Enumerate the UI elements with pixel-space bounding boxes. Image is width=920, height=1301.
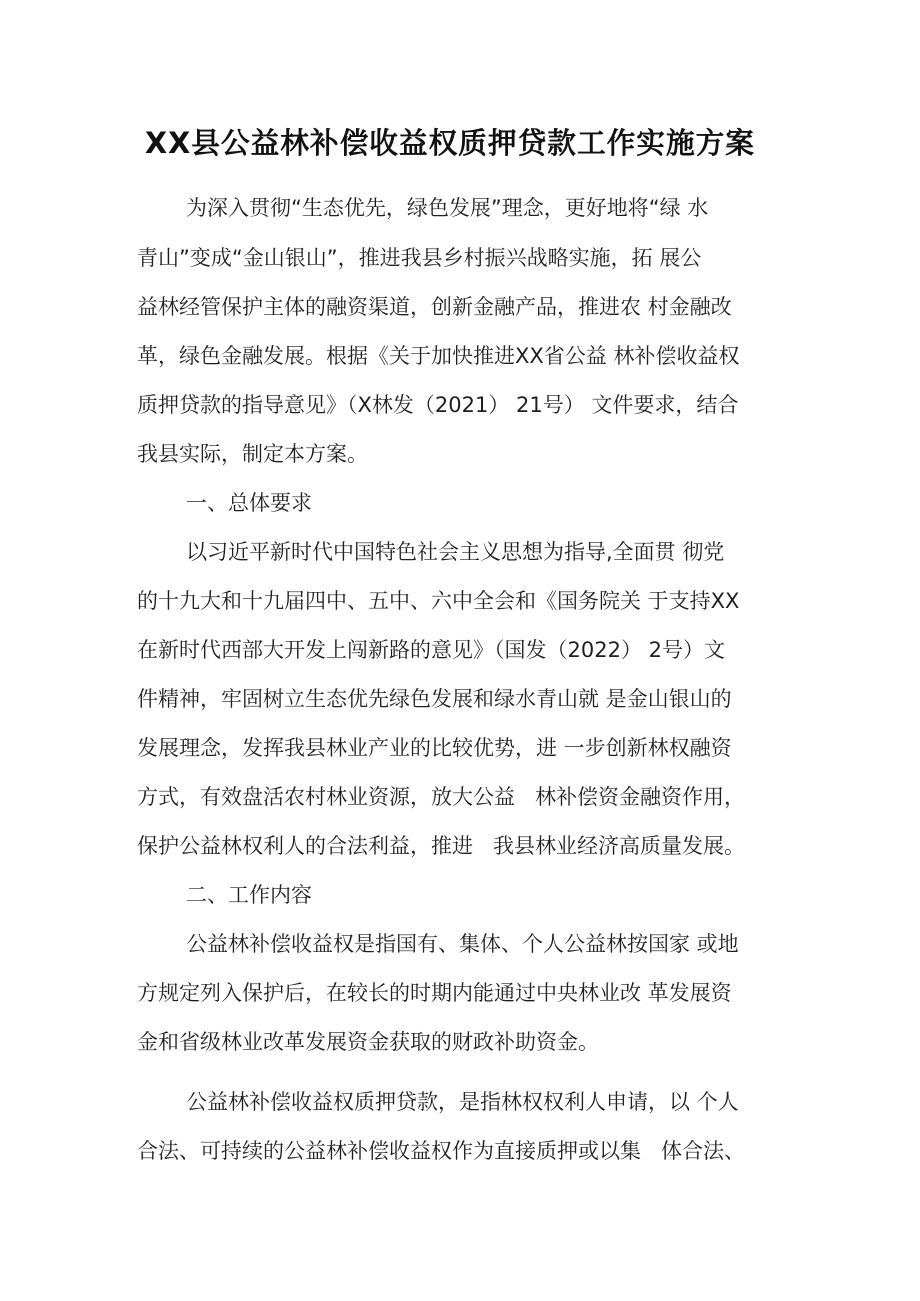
paragraph-line: 为深入贯彻“生态优先，绿色发展”理念，更好地将“绿 水: [186, 196, 709, 220]
paragraph-line: 保护公益林权利人的合法利益，推进 我县林业经济高质量发展。: [137, 834, 746, 858]
paragraph-line: 合法、可持续的公益林补偿收益权作为直接质押或以集 体合法、: [137, 1139, 746, 1163]
paragraph-line: 我县实际，制定本方案。: [137, 442, 368, 466]
section-heading-work-content: 二、工作内容: [186, 883, 312, 907]
paragraph-line: 青山”变成“金山银山”，推进我县乡村振兴战略实施，拓 展公: [137, 246, 702, 270]
paragraph-line: 革，绿色金融发展。根据《关于加快推进XX省公益 林补偿收益权: [137, 344, 740, 368]
paragraph-line: 金和省级林业改革发展资金获取的财政补助资金。: [137, 1030, 599, 1054]
paragraph-line: 在新时代西部大开发上闯新路的意见》（国发（2022） 2号）文: [137, 638, 725, 662]
paragraph-line: 质押贷款的指导意见》（X林发（2021） 21号） 文件要求，结合: [137, 393, 739, 417]
paragraph-line: 公益林补偿收益权质押贷款，是指林权权利人申请，以 个人: [186, 1090, 739, 1114]
paragraph-line: 方式，有效盘活农村林业资源，放大公益 林补偿资金融资作用，: [137, 785, 746, 809]
paragraph-line: 益林经管保护主体的融资渠道，创新金融产品，推进农 村金融改: [137, 295, 732, 319]
paragraph-line: 的十九大和十九届四中、五中、六中全会和《国务院关 于支持XX: [137, 589, 740, 613]
paragraph-line: 件精神，牢固树立生态优先绿色发展和绿水青山就 是金山银山的: [137, 687, 732, 711]
section-heading-general-requirements: 一、总体要求: [186, 491, 312, 515]
paragraph-line: 公益林补偿收益权是指国有、集体、个人公益林按国家 或地: [186, 932, 739, 956]
paragraph-line: 方规定列入保护后，在较长的时期内能通过中央林业改 革发展资: [137, 981, 732, 1005]
document-title: XX县公益林补偿收益权质押贷款工作实施方案: [145, 126, 755, 160]
paragraph-line: 发展理念，发挥我县林业产业的比较优势，进 一步创新林权融资: [137, 736, 732, 760]
paragraph-line: 以习近平新时代中国特色社会主义思想为指导,全面贯 彻党: [186, 540, 725, 564]
